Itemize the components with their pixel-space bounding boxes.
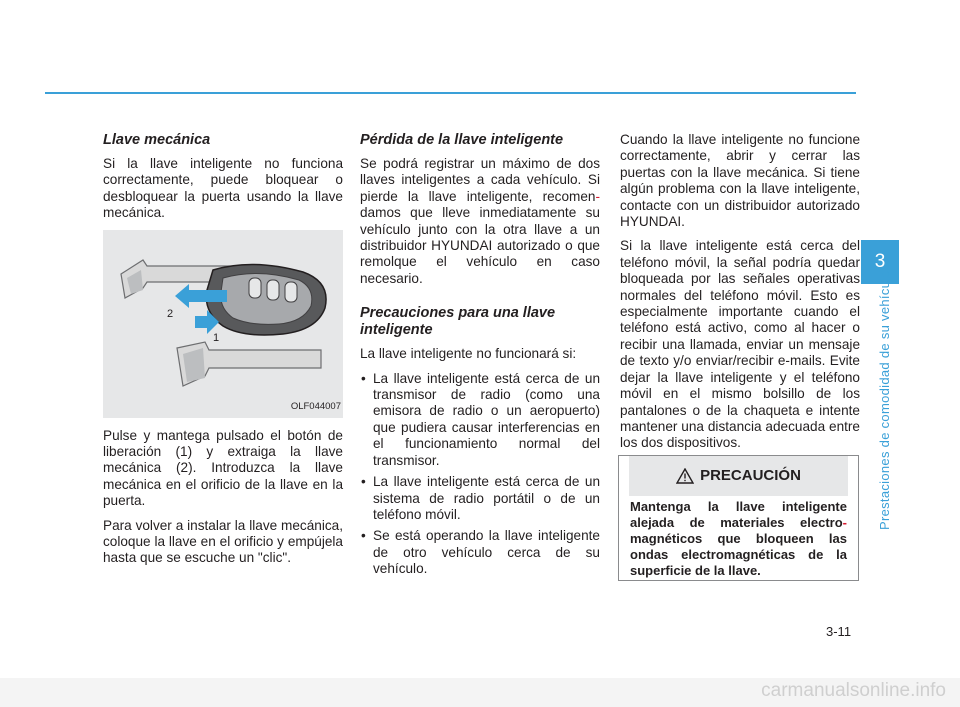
watermark-bar bbox=[0, 678, 960, 707]
caution-text-a: Mantenga la llave inteligente alejada de materiales electro bbox=[630, 499, 847, 530]
watermark-text: carmanualsonline.info bbox=[761, 680, 946, 701]
caution-hyphen: - bbox=[842, 515, 847, 530]
figure-label-2: 2 bbox=[167, 307, 174, 320]
col3-paragraph-2: Si la llave inteligente está cerca del teléfono móvil, la señal podría quedar bloqueada por las señales operativas normales del teléfono móvil. Esto es especialmente importante cuando el teléfono está activo, como al hacer o recibir una llamada, enviar un mensaje de texto y/o enviar/recibir e-mails. Evite dejar la llave inteligente y el teléfono móvil en el mismo bolsillo de los pantalones o de la chaqueta e intente mantener una distancia adecuada entre los dos dispositivos. bbox=[620, 238, 860, 451]
column-1 bbox=[103, 132, 343, 575]
caution-box bbox=[618, 455, 859, 581]
col1-paragraph-2: Pulse y mantega pulsado el botón de liberación (1) y extraiga la llave mecánica (2). Introduzca la llave mecánica en el orificio de la llave en la puerta. bbox=[103, 427, 343, 509]
caution-text-b: magnéticos que bloqueen las ondas electromagnéticas de la superficie de la llave. bbox=[630, 531, 847, 578]
caution-header bbox=[629, 456, 848, 496]
list-item: • Se está operando la llave inteligente de otro vehículo cerca de su vehículo. bbox=[360, 528, 600, 577]
list-item: • La llave inteligente está cerca de un transmisor de radio (como una emisora de radio o un aeropuerto) que pudiera causar interferencias en el funcionamiento normal del transmisor. bbox=[360, 371, 600, 469]
col2-p1-hyphen: - bbox=[595, 188, 600, 204]
caution-title: PRECAUCIÓN bbox=[700, 467, 801, 484]
figure-label-1: 1 bbox=[213, 331, 220, 344]
col2-paragraph-1 bbox=[360, 156, 600, 287]
heading-perdida-llave: Pérdida de la llave inteligente bbox=[360, 132, 564, 148]
col2-paragraph-2: La llave inteligente no funcionará si: bbox=[360, 346, 577, 362]
chapter-tab: 3 bbox=[861, 240, 899, 284]
col3-paragraph-1: Cuando la llave inteligente no funcione correctamente, abrir y cerrar las puertas con la llave mecánica. Si tiene algún problema con la llave inteligente, contacte con un distribuidor autorizado HYUNDAI. bbox=[620, 132, 860, 230]
top-rule bbox=[45, 92, 856, 94]
caution-text bbox=[630, 499, 847, 579]
figure-code: OLF044007 bbox=[290, 401, 341, 413]
column-3 bbox=[620, 132, 860, 460]
chapter-title: Prestaciones de comodidad de su vehículo bbox=[877, 270, 892, 530]
page-number: 3-11 bbox=[826, 624, 852, 639]
column-2 bbox=[360, 132, 600, 583]
warning-triangle-icon bbox=[676, 468, 694, 484]
conditions-list bbox=[360, 371, 600, 578]
caution-title-row bbox=[629, 456, 848, 496]
col2-p1-part-b: damos que lleve inmediatamente su vehículo junto con la otra llave a un distribuidor HYUNDAI autorizado o que remolque el vehículo en caso necesario. bbox=[360, 205, 600, 286]
col1-paragraph-3: Para volver a instalar la llave mecánica, coloque la llave en el orificio y empújela hasta que se escuche un "clic". bbox=[103, 517, 343, 566]
smart-key-illustration bbox=[103, 230, 343, 418]
heading-llave-mecanica: Llave mecánica bbox=[103, 132, 211, 148]
list-item: • La llave inteligente está cerca de un sistema de radio portátil o de un teléfono móvil. bbox=[360, 474, 600, 523]
heading-precauciones: Precauciones para una llave inteligente bbox=[360, 305, 556, 339]
col1-paragraph-1: Si la llave inteligente no funciona correctamente, puede bloquear o desbloquear la puerta usando la llave mecánica. bbox=[103, 156, 343, 221]
smart-key-figure bbox=[103, 230, 343, 418]
col2-p1-part-a: Se podrá registrar un máximo de dos llaves inteligentes a cada vehículo. Si pierde la llave inteligente, recomen bbox=[360, 156, 600, 204]
